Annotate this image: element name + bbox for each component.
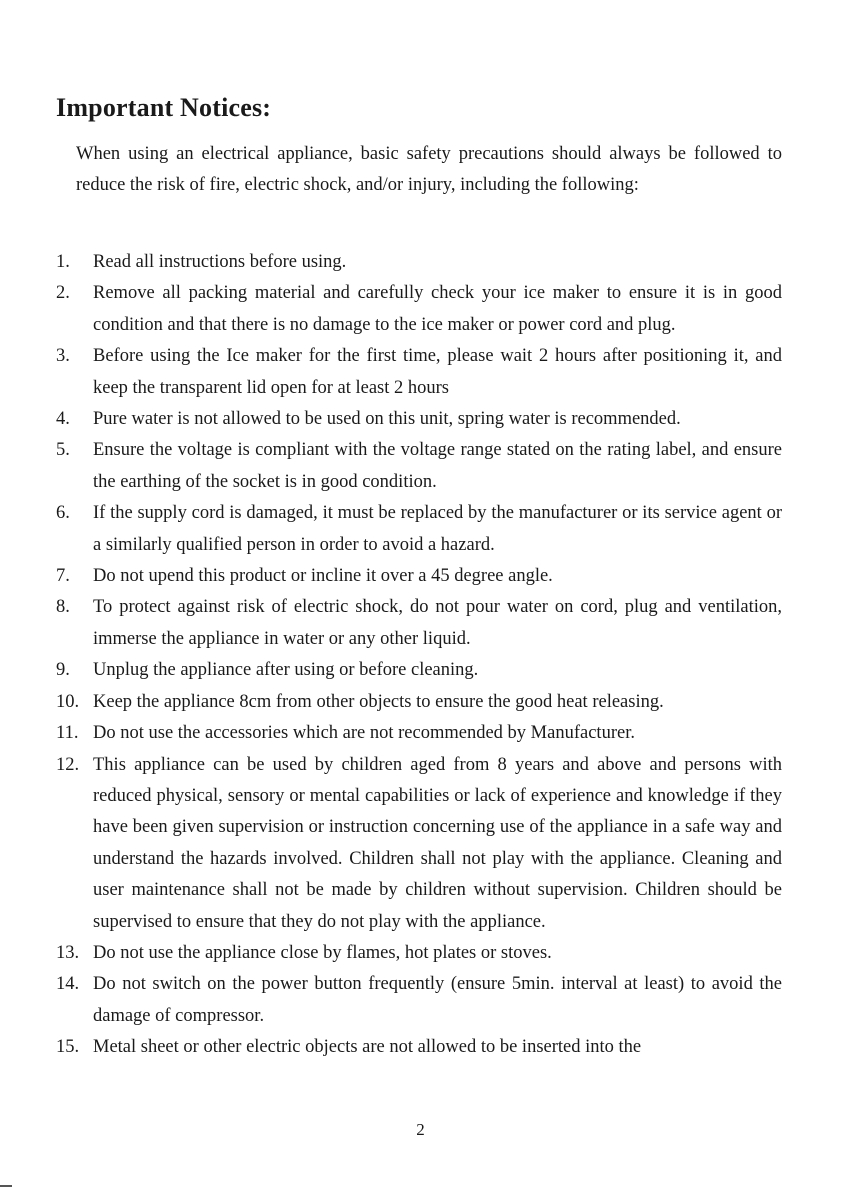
list-item-number: 14.: [56, 974, 80, 995]
list-item: [56, 938, 782, 969]
list-item: [56, 435, 782, 498]
notice-list: [56, 247, 782, 1064]
list-item: [56, 969, 782, 1032]
list-item-number: 4.: [56, 409, 70, 430]
list-item-text: Keep the appliance 8cm from other objects to ensure the good heat releasing.: [93, 691, 664, 712]
page-number: 2: [416, 1120, 425, 1139]
list-item-number: 12.: [56, 754, 80, 775]
list-item-number: 2.: [56, 283, 70, 304]
list-item-text: Do not use the appliance close by flames, hot plates or stoves.: [93, 942, 552, 963]
list-item-text: Read all instructions before using.: [93, 252, 347, 272]
list-item-number: 9.: [56, 660, 70, 681]
list-item-text: Do not upend this product or incline it over a 45 degree angle.: [93, 566, 553, 587]
list-item: [56, 561, 782, 592]
list-item: [56, 498, 782, 561]
list-item: [56, 341, 782, 404]
corner-mark: [0, 1185, 12, 1187]
list-item: [56, 687, 782, 718]
list-item: [56, 247, 782, 278]
list-item-text: Do not switch on the power button frequently (ensure 5min. interval at least) to avoid the damage of compressor.: [93, 974, 782, 1026]
list-item-number: 10.: [56, 691, 80, 712]
list-item-text: To protect against risk of electric shock, do not pour water on cord, plug and ventilation, immerse the appliance in water or any other liquid.: [93, 597, 782, 649]
list-item-text: Remove all packing material and carefully check your ice maker to ensure it is in good condition and that there is no damage to the ice maker or power cord and plug.: [93, 283, 782, 335]
list-item-text: If the supply cord is damaged, it must be replaced by the manufacturer or its service agent or a similarly qualified person in order to avoid a hazard.: [93, 503, 782, 555]
list-item-number: 15.: [56, 1037, 80, 1058]
list-item-number: 13.: [56, 942, 80, 963]
list-item: [56, 278, 782, 341]
list-item-text: This appliance can be used by children aged from 8 years and above and persons with reduced physical, sensory or mental capabilities or lack of experience and knowledge if they have been given supervision or instruction concerning use of the appliance in a safe way and understand the hazards involved. Children shall not play with the appliance. Cleaning and user maintenance shall not be made by children without supervision. Children should be supervised to ensure that they do not play with the appliance.: [93, 754, 782, 932]
list-item-text: Unplug the appliance after using or before cleaning.: [93, 660, 479, 681]
list-item-text: Metal sheet or other electric objects are not allowed to be inserted into the: [93, 1037, 642, 1058]
page-title: Important Notices:: [56, 93, 272, 123]
list-item-number: 6.: [56, 503, 70, 524]
list-item: [56, 750, 782, 938]
list-item-text: Pure water is not allowed to be used on this unit, spring water is recommended.: [93, 409, 681, 430]
list-item-number: 8.: [56, 597, 70, 618]
list-item-number: 11.: [56, 723, 79, 744]
list-item-text: Before using the Ice maker for the first time, please wait 2 hours after positioning it, and keep the transparent lid open for at least 2 hours: [93, 346, 782, 398]
list-item: [56, 655, 782, 686]
list-item: [56, 718, 782, 749]
list-item-number: 5.: [56, 440, 70, 461]
list-item-number: 7.: [56, 566, 70, 587]
list-item-text: Do not use the accessories which are not recommended by Manufacturer.: [93, 723, 635, 744]
list-item-text: Ensure the voltage is compliant with the voltage range stated on the rating label, and ensure the earthing of the socket is in good condition.: [93, 440, 782, 492]
list-item: [56, 592, 782, 655]
list-item-number: 3.: [56, 346, 70, 367]
list-item: [56, 404, 782, 435]
list-item: [56, 1032, 782, 1063]
list-item-number: 1.: [56, 252, 70, 272]
intro-paragraph: When using an electrical appliance, basic safety precautions should always be followed to reduce the risk of fire, electric shock, and/or injury, including the following:: [76, 143, 782, 195]
